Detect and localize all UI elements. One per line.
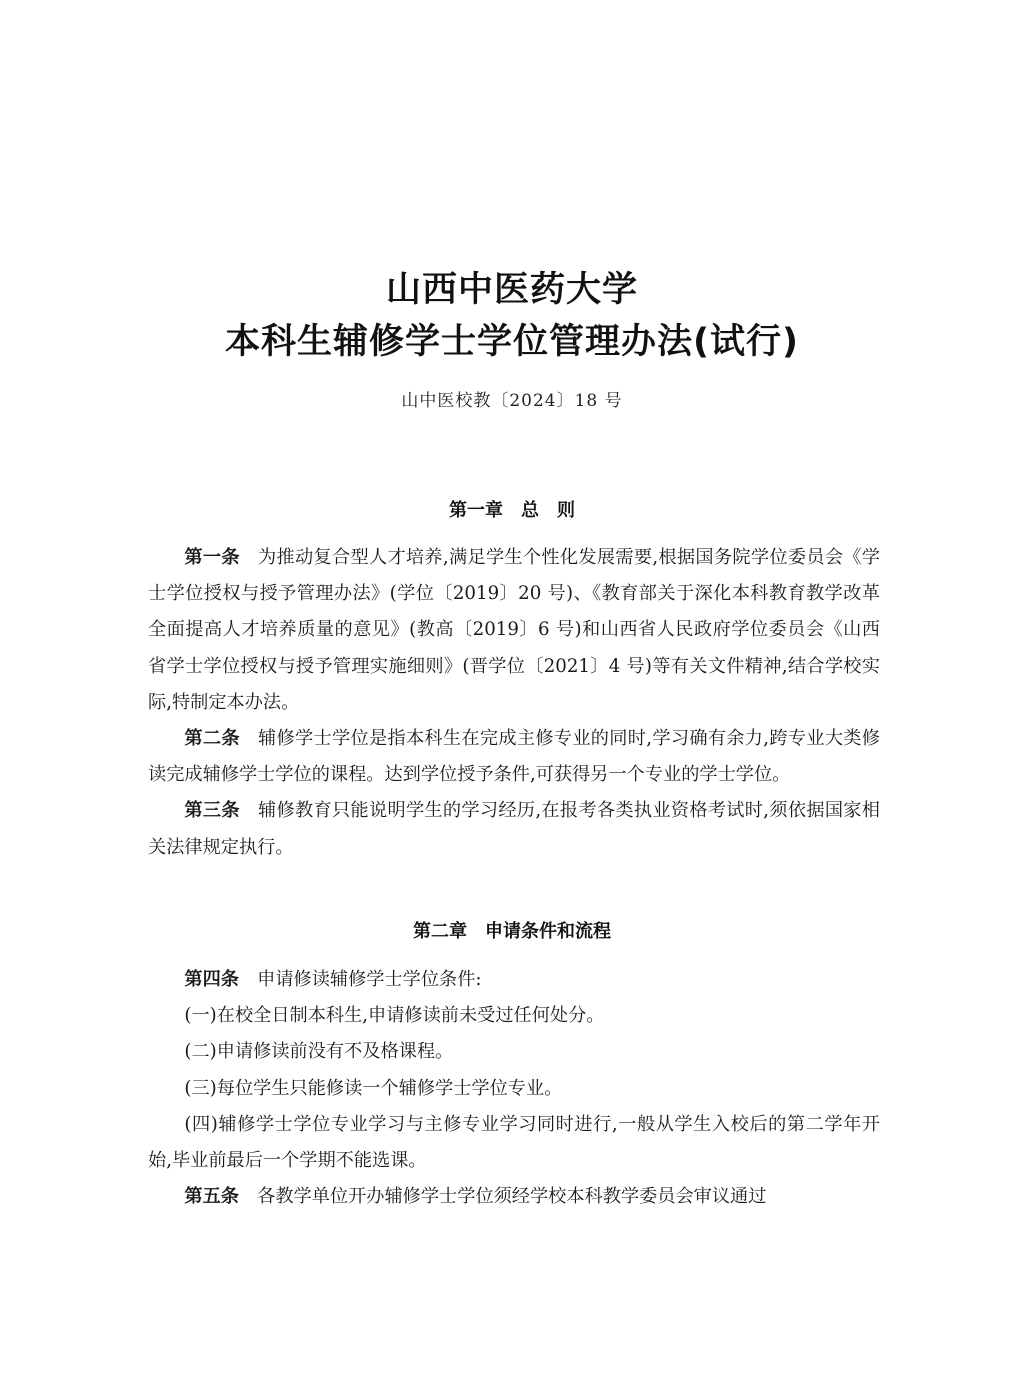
chapter-2-body: [148, 962, 880, 1215]
document-title-line2: 本科生辅修学士学位管理办法(试行): [225, 322, 799, 362]
chapter-2-heading: 第二章 申请条件和流程: [413, 921, 611, 942]
article-4: [148, 962, 880, 998]
article-2-text: 辅修学士学位是指本科生在完成主修专业的同时,学习确有余力,跨专业大类修读完成辅修学士学位的课程。达到学位授予条件,可获得另一个专业的学士学位。: [148, 728, 880, 786]
document-title-line1: 山西中医药大学: [385, 270, 638, 310]
chapter-1-body: [148, 540, 880, 866]
article-2-label: 第二条: [184, 728, 240, 750]
article-5-label: 第五条: [184, 1186, 239, 1208]
article-4-text: 申请修读辅修学士学位条件:: [257, 969, 482, 990]
article-3-label: 第三条: [184, 800, 240, 822]
article-1: [148, 540, 880, 721]
article-2: [148, 721, 880, 793]
document-number: 山中医校教〔2024〕18 号: [401, 391, 623, 411]
article-4-item-2: (二)申请修读前没有不及格课程。: [184, 1041, 454, 1063]
article-5-text: 各教学单位开办辅修学士学位须经学校本科教学委员会审议通过: [257, 1186, 767, 1208]
article-4-item-1: (一)在校全日制本科生,申请修读前未受过任何处分。: [184, 1005, 605, 1027]
article-4-item-4: (四)辅修学士学位专业学习与主修专业学习同时进行,一般从学生入校后的第二学年开始,毕业前最后一个学期不能选课。: [148, 1113, 880, 1172]
article-5: [148, 1179, 880, 1215]
article-3-text: 辅修教育只能说明学生的学习经历,在报考各类执业资格考试时,须依据国家相关法律规定执行。: [148, 800, 880, 858]
article-4-item-3: (三)每位学生只能修读一个辅修学士学位专业。: [184, 1077, 563, 1099]
article-3: [148, 793, 880, 865]
article-1-text: 为推动复合型人才培养,满足学生个性化发展需要,根据国务院学位委员会《学士学位授权与授予管理办法》(学位〔2019〕20 号)、《教育部关于深化本科教育教学改革全面提高人才培养质量的意见》(教高〔2019〕6 号)和山西省人民政府学位委员会《山西省学士学位授权与授予管理实施细则》(晋学位〔2021〕4 号)等有关文件精神,结合学校实际,特制定本办法。: [148, 547, 880, 713]
article-4-label: 第四条: [184, 969, 239, 990]
chapter-1-heading: 第一章 总 则: [449, 500, 575, 521]
article-1-label: 第一条: [184, 547, 240, 568]
